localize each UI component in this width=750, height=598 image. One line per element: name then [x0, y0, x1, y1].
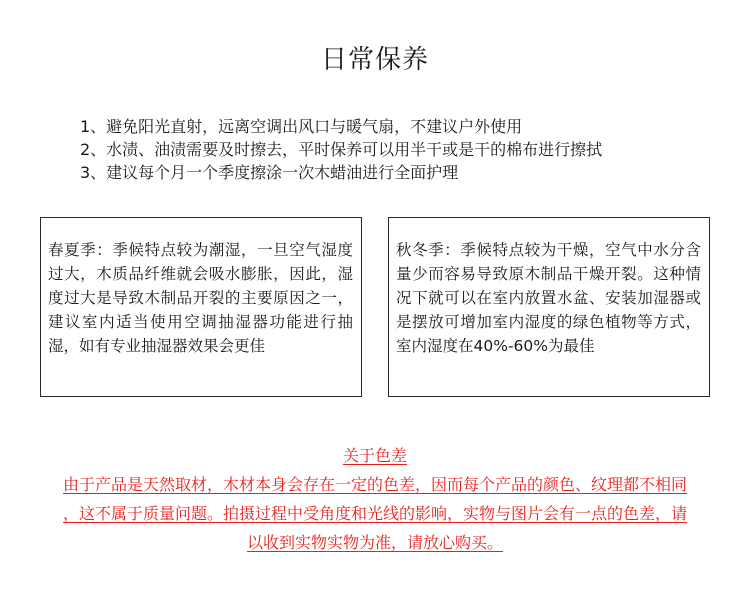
autumn-winter-box	[388, 217, 710, 397]
care-tip-2: 2、水渍、油渍需要及时擦去，平时保养可以用半干或是干的棉布进行擦拭	[80, 140, 603, 159]
care-tip-3: 3、建议每个月一个季度擦涂一次木蜡油进行全面护理	[80, 163, 459, 182]
color-difference-notice	[0, 441, 750, 557]
color-notice-line-1: 由于产品是天然取材，木材本身会存在一定的色差，因而每个产品的颜色、纹理都不相同	[62, 475, 687, 494]
color-notice-heading: 关于色差	[342, 446, 407, 465]
page-title: 日常保养	[320, 45, 429, 75]
care-tip-1: 1、避免阳光直射，远离空调出风口与暖气扇，不建议户外使用	[80, 117, 523, 136]
color-notice-line-3: 以收到实物实物为准，请放心购买。	[246, 533, 503, 552]
spring-summer-text: 春夏季：季候特点较为潮湿，一旦空气湿度过大，木质品纤维就会吸水膨胀，因此，湿度过大是导致木制品开裂的主要原因之一，建议室内适当使用空调抽湿器功能进行抽湿，如有专业抽湿器效果会更佳	[48, 241, 353, 355]
color-notice-line-2: ，这不属于质量问题。拍摄过程中受角度和光线的影响，实物与图片会有一点的色差，请	[62, 504, 687, 523]
care-tips-list	[80, 115, 720, 184]
spring-summer-box	[40, 217, 362, 397]
autumn-winter-text: 秋冬季：季候特点较为干燥，空气中水分含量少而容易导致原木制品干燥开裂。这种情况下就可以在室内放置水盆、安装加湿器或是摆放可增加室内湿度的绿色植物等方式，室内湿度在40%-60%为最佳	[396, 241, 701, 355]
